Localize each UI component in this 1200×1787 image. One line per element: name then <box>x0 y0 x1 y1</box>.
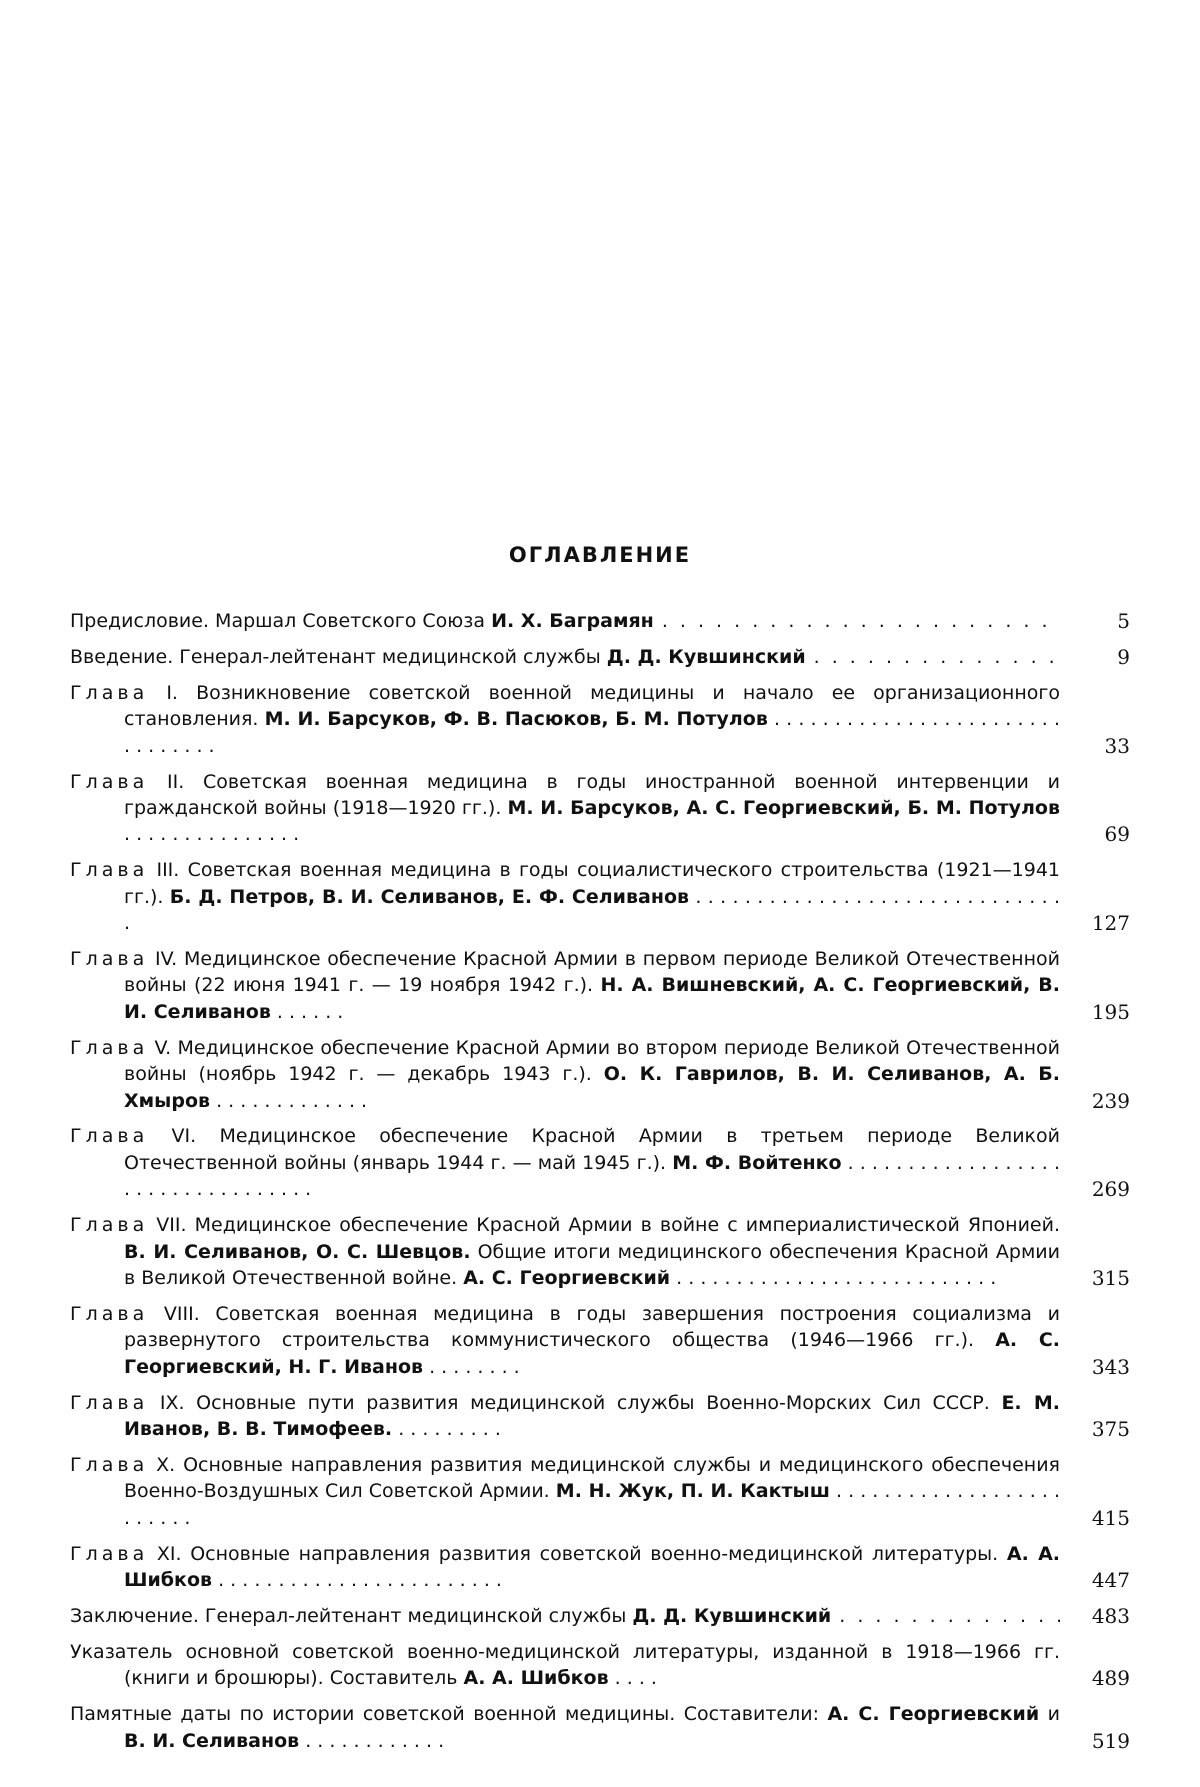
dot-leader: . . . . . . . . . . . . . . . . . . . . . . . . . . . . . . . . <box>124 708 1060 757</box>
page-number: 415 <box>1091 1505 1130 1530</box>
chapter-label: Глава <box>70 947 149 970</box>
entry-authors: Д. Д. Кувшинский <box>632 1604 832 1627</box>
chapter-label: Глава <box>70 681 149 704</box>
dot-leader: . . . . . . . . . . . . . . . . . . . . . . . . . . . . . . . <box>124 885 1060 935</box>
toc-entry[interactable] <box>70 644 1130 670</box>
entry-line <box>70 644 1060 670</box>
toc-entry[interactable] <box>70 1541 1130 1594</box>
entry-authors: Б. Д. Петров, В. И. Селиванов, Е. Ф. Селиванов <box>169 885 690 908</box>
entry-text: Памятные даты по истории советской военной медицины. Составители: <box>70 1703 828 1726</box>
dot-leader: . . . . . . . . . . . . . . . . . . . . . . . . <box>218 1569 502 1591</box>
entry-body <box>70 946 1060 1025</box>
entry-body <box>70 1452 1060 1531</box>
entry-text: XI. Основные направления развития советской военно-медицинской литературы. <box>148 1542 1007 1565</box>
entry-text: VI. Медицинское обеспечение Красной Армии в третьем периоде Великой Отечественной войны (январь 1944 г. — май 1945 г.). <box>124 1125 1060 1174</box>
entry-line <box>70 608 1060 634</box>
entry-authors: А. С. Георгиевский, Н. Г. Иванов <box>124 1329 1060 1378</box>
toc-entry[interactable] <box>70 1452 1130 1531</box>
entry-authors: М. И. Барсуков, А. С. Георгиевский, Б. М. Потулов <box>507 796 1060 819</box>
entry-body <box>70 769 1060 848</box>
entry-body <box>70 1639 1060 1692</box>
page-number: 269 <box>1091 1177 1130 1202</box>
entry-text: IX. Основные пути развития медицинской службы Военно-Морских Сил СССР. <box>148 1391 1002 1414</box>
entry-text-continued: Общие итоги медицинского обеспечения Красной Армии в Великой Отечественной войне. <box>124 1240 1060 1289</box>
entry-text: II. Советская военная медицина в годы иностранной военной интервенции и гражданской войны (1918—1920 гг.). <box>124 770 1060 819</box>
entry-authors: М. Ф. Войтенко <box>672 1151 842 1174</box>
page-number: 5 <box>1117 609 1130 633</box>
chapter-label: Глава <box>70 1302 149 1325</box>
page-number: 69 <box>1104 822 1130 847</box>
page-number: 127 <box>1091 911 1130 936</box>
dot-leader: . . . . . . . . . . . . <box>305 1729 445 1752</box>
page-number: 375 <box>1091 1416 1130 1441</box>
page-number: 195 <box>1091 999 1130 1024</box>
page-number: 489 <box>1091 1666 1130 1691</box>
chapter-label: Глава <box>70 1214 149 1237</box>
dot-leader <box>806 644 1060 670</box>
dot-leader: . . . . . . <box>276 1000 344 1023</box>
dot-leader: . . . . . . . . . . . . . . . <box>124 823 300 846</box>
entry-body <box>70 1701 1060 1754</box>
page-number: 483 <box>1091 1603 1130 1628</box>
entry-authors: А. А. Шибков <box>463 1667 609 1690</box>
chapter-label: Глава <box>70 1036 149 1059</box>
toc-list <box>70 608 1130 1763</box>
toc-entry[interactable] <box>70 946 1130 1025</box>
entry-authors: А. А. Шибков <box>124 1542 1060 1591</box>
entry-line <box>70 1603 1060 1629</box>
dot-leader: . . . . . . . . . . . . . . . . . . . . . . . . . <box>124 1480 1061 1529</box>
dot-leader: . . . . <box>614 1667 657 1690</box>
page-number: 9 <box>1117 644 1130 669</box>
toc-entry[interactable] <box>70 857 1130 936</box>
dot-leader <box>831 1603 1060 1629</box>
page-number: 33 <box>1104 733 1130 758</box>
page-number: 239 <box>1091 1088 1130 1113</box>
entry-text-continued: и <box>1039 1703 1061 1726</box>
entry-authors-continued: В. И. Селиванов <box>124 1729 300 1752</box>
entry-text: Введение. Генерал-лейтенант медицинской службы <box>70 645 607 668</box>
entry-text: Предисловие. Маршал Советского Союза <box>70 610 492 632</box>
entry-body <box>70 1212 1060 1291</box>
entry-text: VIII. Советская военная медицина в годы завершения построения социализма и развернутого строительства коммунистического общества (1946—1966 гг.). <box>124 1302 1060 1352</box>
entry-authors: Е. М. Иванов, В. В. Тимофеев. <box>124 1391 1060 1440</box>
entry-text: Указатель основной советской военно-медицинской литературы, изданной в 1918—1966 гг. (книги и брошюры). Составитель <box>70 1640 1060 1690</box>
toc-entry[interactable] <box>70 1701 1130 1754</box>
chapter-label: Глава <box>70 770 149 793</box>
entry-body <box>70 1123 1060 1202</box>
toc-entry[interactable] <box>70 1212 1130 1291</box>
toc-entry[interactable] <box>70 1639 1130 1692</box>
entry-text: Заключение. Генерал-лейтенант медицинской службы <box>70 1604 633 1627</box>
dot-leader: . . . . . . . . <box>429 1355 520 1378</box>
entry-authors: В. И. Селиванов, О. С. Шевцов. <box>124 1240 471 1263</box>
entry-authors: О. К. Гаврилов, В. И. Селиванов, А. Б. Хмыров <box>124 1063 1060 1112</box>
entry-body <box>70 1301 1060 1380</box>
page-number: 315 <box>1091 1265 1130 1290</box>
entry-text: IV. Медицинское обеспечение Красной Армии в первом периоде Великой Отечественной войны (22 июня 1941 г. — 19 ноября 1942 г.). <box>124 947 1060 997</box>
toc-entry[interactable] <box>70 1390 1130 1443</box>
entry-authors: М. И. Барсуков, Ф. В. Пасюков, Б. М. Потулов <box>264 708 768 731</box>
chapter-label: Глава <box>70 859 149 882</box>
chapter-label: Глава <box>70 1453 149 1476</box>
dot-leader: . . . . . . . . . <box>398 1417 501 1440</box>
entry-body <box>70 857 1060 936</box>
toc-entry[interactable] <box>70 1035 1130 1114</box>
chapter-label: Глава <box>70 1391 149 1414</box>
chapter-label: Глава <box>70 1542 149 1565</box>
toc-entry[interactable] <box>70 1301 1130 1380</box>
toc-entry[interactable] <box>70 680 1130 759</box>
entry-authors: И. Х. Баграмян <box>491 610 654 632</box>
entry-authors: А. С. Георгиевский <box>827 1703 1040 1726</box>
entry-text: III. Советская военная медицина в годы социалистического строительства (1921—1941 гг.). <box>124 859 1060 908</box>
entry-text: V. Медицинское обеспечение Красной Армии во втором периоде Великой Отечественной войны (ноябрь 1942 г. — декабрь 1943 г.). <box>124 1036 1060 1086</box>
entry-authors: Н. А. Вишневский, А. С. Георгиевский, В. И. Селиванов <box>124 974 1060 1023</box>
toc-entry[interactable] <box>70 608 1130 634</box>
dot-leader: . . . . . . . . . . . . . . . . . . . . . . . . . . . . . . . . . . <box>124 1151 1060 1201</box>
entry-text: I. Возникновение советской военной медицины и начало ее организационного становления. <box>124 681 1060 731</box>
entry-body <box>70 1035 1060 1114</box>
dot-leader <box>654 608 1060 634</box>
dot-leader: . . . . . . . . . . . . . <box>216 1089 368 1112</box>
entry-text: X. Основные направления развития медицинской службы и медицинского обеспечения Военно-Воздушных Сил Советской Армии. <box>124 1453 1060 1503</box>
toc-entry[interactable] <box>70 1123 1130 1202</box>
page-title: ОГЛАВЛЕНИЕ <box>508 543 692 567</box>
entry-authors: Д. Д. Кувшинский <box>606 645 806 668</box>
entry-body <box>70 1390 1060 1443</box>
toc-entry[interactable] <box>70 769 1130 848</box>
page-number: 447 <box>1091 1568 1130 1592</box>
entry-authors-continued: А. С. Георгиевский <box>463 1266 671 1289</box>
toc-entry[interactable] <box>70 1603 1130 1629</box>
entry-authors: М. Н. Жук, П. И. Кактыш <box>555 1480 830 1503</box>
entry-body <box>70 680 1060 759</box>
page-number: 343 <box>1091 1354 1130 1379</box>
dot-leader: . . . . . . . . . . . . . . . . . . . . . . . . . . . <box>676 1266 997 1289</box>
page-number: 519 <box>1091 1728 1130 1753</box>
chapter-label: Глава <box>70 1125 149 1148</box>
entry-text: VII. Медицинское обеспечение Красной Армии в войне с империалистической Японией. <box>148 1214 1060 1237</box>
entry-body <box>70 1541 1060 1594</box>
